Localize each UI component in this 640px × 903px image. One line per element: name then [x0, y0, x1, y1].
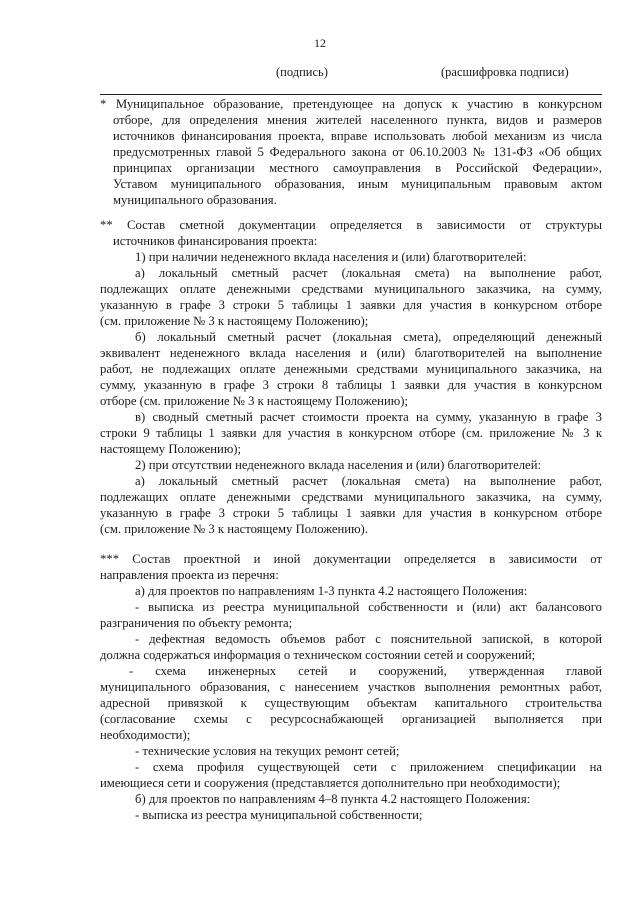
text-line: 2) при отсутствии неденежного вклада населения и (или) благотворителей: — [135, 458, 542, 472]
text-line: должна содержаться информация о техническом состоянии сетей и сооружений; — [100, 648, 536, 662]
text-line: подлежащих оплате денежными средствами муниципального заказчика, на сумму, — [100, 282, 602, 296]
text-line: необходимости); — [100, 728, 191, 742]
text-line: - выписка из реестра муниципальной собственности; — [135, 808, 423, 822]
text-line: - схема профиля существующей сети с приложением спецификации на — [135, 760, 602, 774]
text-line: адресной привязкой к существующим объектам капитального строительства — [100, 696, 602, 710]
text-line: строки 9 таблицы 1 заявки для участия в конкурсном отборе (см. приложение № 3 к — [100, 426, 602, 440]
text-line: ** Состав сметной документации определяется в зависимости от структуры — [100, 218, 602, 232]
text-line: *** Состав проектной и иной документации определяется в зависимости от — [100, 552, 602, 566]
footnote-project-documentation — [100, 551, 602, 823]
text-line: указанную в графе 3 строки 5 таблицы 1 заявки для участия в конкурсном отборе — [100, 506, 602, 520]
text-line: - дефектная ведомость объемов работ с пояснительной запиской, в которой — [135, 632, 602, 646]
text-line: работ, не подлежащих оплате денежными средствами муниципального заказчика, на — [100, 362, 602, 376]
text-line: муниципального образования. — [113, 193, 277, 207]
text-line: предусмотренных главой 5 Федерального закона от 06.10.2003 № 131-ФЗ «Об общих — [113, 145, 602, 159]
text-line: а) локальный сметный расчет (локальная смета) на выполнение работ, — [135, 266, 602, 280]
text-line: отборе, для определения мнения жителей населенного пункта, видов и размеров — [113, 113, 602, 127]
signature-label: (подпись) — [276, 65, 328, 79]
text-line: муниципального образования, с нанесением участков выполнения ремонтных работ, — [100, 680, 602, 694]
text-line: указанную в графе 3 строки 5 таблицы 1 заявки для участия в конкурсном отборе — [100, 298, 602, 312]
text-line: настоящему Положению); — [100, 442, 242, 456]
text-line: (см. приложение № 3 к настоящему Положению). — [100, 522, 368, 536]
text-line: - технические условия на текущих ремонт сетей; — [135, 744, 400, 758]
footnote-estimate-documentation — [100, 217, 602, 537]
text-line: эквивалент неденежного вклада населения и (или) благотворителей на выполнение — [100, 346, 602, 360]
text-line: * Муниципальное образование, претендующее на допуск к участию в конкурсном — [100, 97, 602, 111]
signature-transcript-label: (расшифровка подписи) — [441, 65, 569, 79]
text-line: имеющиеся сети и сооружения (представляется дополнительно при необходимости); — [100, 776, 561, 790]
text-line: Уставом муниципального образования, иным муниципальным правовым актом — [113, 177, 602, 191]
text-line: сумму, указанную в графе 3 строки 8 таблицы 1 заявки для участия в конкурсном — [100, 378, 602, 392]
text-line: (см. приложение № 3 к настоящему Положению); — [100, 314, 369, 328]
text-line: б) локальный сметный расчет (локальная смета), определяющий денежный — [135, 330, 602, 344]
text-line: - выписка из реестра муниципальной собственности и (или) акт балансового — [135, 600, 602, 614]
footnote-separator-line — [100, 94, 602, 95]
text-line: - схема инженерных сетей и сооружений, утвержденная главой — [129, 664, 602, 678]
text-line: источников финансирования проекта: — [113, 234, 318, 248]
text-line: подлежащих оплате денежными средствами муниципального заказчика, на сумму, — [100, 490, 602, 504]
text-line: (согласование схемы с ресурсоснабжающей организацией выполняется при — [100, 712, 602, 726]
text-line: источников финансирования проекта, вправе использовать любой механизм из числа — [113, 129, 602, 143]
text-line: принципах организации местного самоуправления в Российской Федерации», — [113, 161, 602, 175]
text-line: 1) при наличии неденежного вклада населения и (или) благотворителей: — [135, 250, 527, 264]
footnote-municipal-formation — [100, 96, 602, 208]
text-line: разграничения по объекту ремонта; — [100, 616, 293, 630]
text-line: а) для проектов по направлениям 1-3 пункта 4.2 настоящего Положения: — [135, 584, 528, 598]
text-line: а) локальный сметный расчет (локальная смета) на выполнение работ, — [135, 474, 602, 488]
text-line: в) сводный сметный расчет стоимости проекта на сумму, указанную в графе 3 — [135, 410, 602, 424]
text-line: направления проекта из перечня: — [100, 568, 279, 582]
text-line: отборе (см. приложение № 3 к настоящему Положению); — [100, 394, 408, 408]
page-number: 12 — [314, 36, 326, 50]
text-line: б) для проектов по направлениям 4–8 пункта 4.2 настоящего Положения: — [135, 792, 531, 806]
